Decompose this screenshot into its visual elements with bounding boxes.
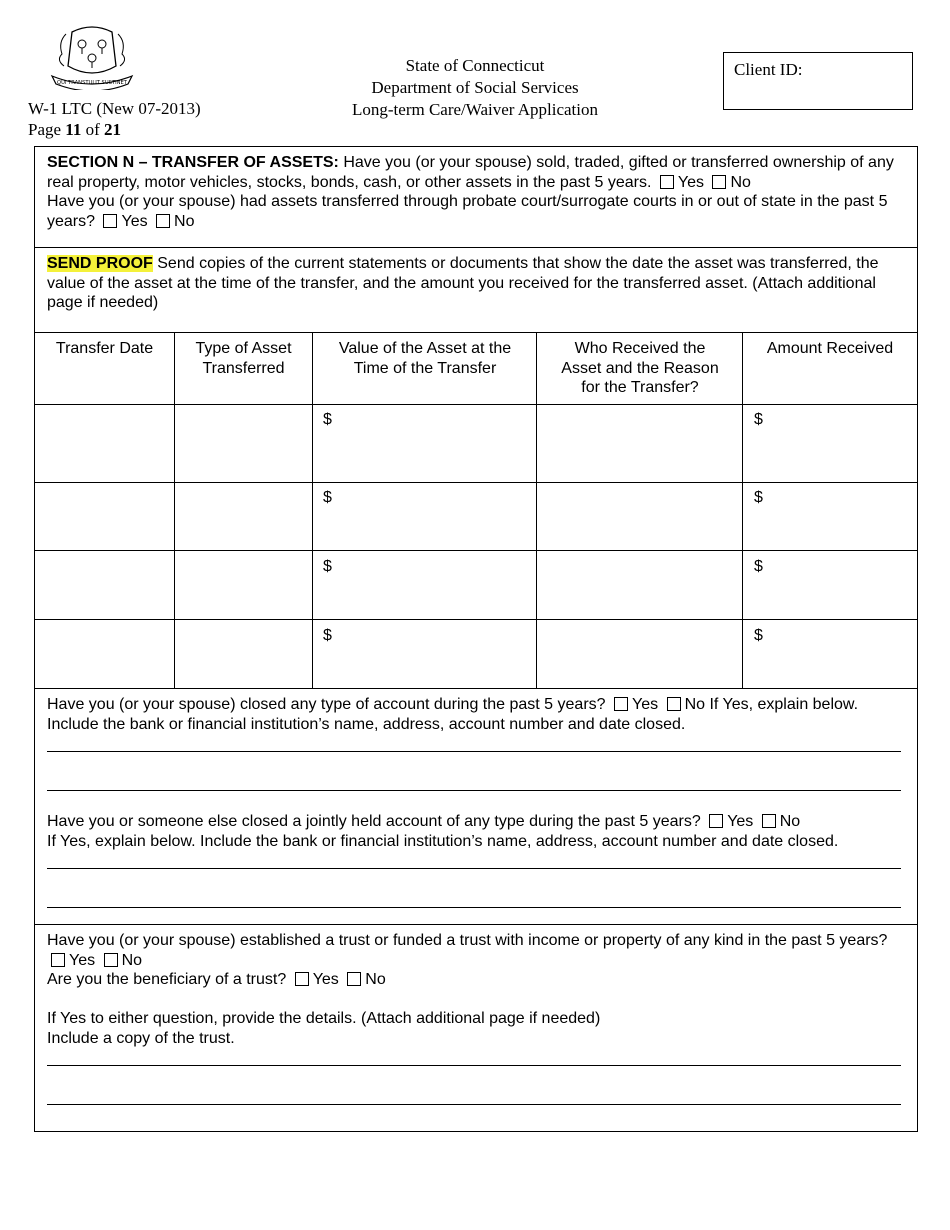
trust-established-text: Have you (or your spouse) established a trust or funded a trust with income or property of any kind in the past 5 years? bbox=[47, 932, 888, 949]
application-title: Long-term Care/Waiver Application bbox=[352, 100, 598, 119]
trust-beneficiary-yes-checkbox[interactable] bbox=[295, 972, 309, 986]
page-label: Page bbox=[28, 120, 62, 139]
client-id-label: Client ID: bbox=[734, 60, 803, 79]
page-total: 21 bbox=[104, 120, 122, 139]
probate-no-checkbox[interactable] bbox=[156, 214, 170, 228]
amount-received-cell[interactable]: $ bbox=[754, 489, 763, 506]
probate-no-label: No bbox=[174, 212, 195, 230]
asset-value-cell[interactable]: $ bbox=[323, 489, 332, 506]
send-proof-label: SEND PROOF bbox=[47, 255, 153, 272]
transfer-no-label: No bbox=[730, 173, 751, 191]
table-column-divider bbox=[174, 332, 175, 688]
trust-write-line[interactable] bbox=[47, 1104, 901, 1105]
probate-question: Have you (or your spouse) had assets transferred through probate court/surrogate courts in or out of state in the past 5 years? bbox=[47, 193, 888, 230]
closed-account-write-line[interactable] bbox=[47, 790, 901, 791]
trust-beneficiary-no-checkbox[interactable] bbox=[347, 972, 361, 986]
trust-copy-line: Include a copy of the trust. bbox=[47, 1029, 235, 1047]
joint-account-no-checkbox[interactable] bbox=[762, 814, 776, 828]
trust-established-yes-checkbox[interactable] bbox=[51, 953, 65, 967]
trust-beneficiary-yes-label: Yes bbox=[312, 971, 339, 988]
department-name: Department of Social Services bbox=[371, 78, 579, 97]
section-n-header bbox=[35, 147, 917, 247]
send-proof-section bbox=[35, 248, 917, 332]
client-id-field[interactable] bbox=[723, 52, 913, 110]
trust-established-no-label: No bbox=[121, 951, 143, 969]
joint-account-text: Have you or someone else closed a jointly held account of any type during the past 5 years? bbox=[47, 813, 701, 830]
joint-account-yes-label: Yes bbox=[727, 813, 754, 830]
table-bottom-divider bbox=[35, 688, 917, 689]
seal-motto: QUI TRANSTULIT SUSTINET bbox=[57, 80, 127, 86]
col-header-asset-type: Type of Asset Transferred bbox=[195, 340, 292, 377]
joint-account-write-line[interactable] bbox=[47, 907, 901, 908]
probate-yes-checkbox[interactable] bbox=[103, 214, 117, 228]
send-proof-text: Send copies of the current statements or documents that show the date the asset was transferred, the value of the asset at the time of the transfer, and the amount you received for the transferred asset. (Attach additional page if needed) bbox=[47, 255, 879, 311]
page-indicator bbox=[28, 119, 201, 140]
amount-received-cell[interactable]: $ bbox=[754, 627, 763, 644]
form-number: W-1 LTC (New 07-2013) bbox=[28, 99, 201, 118]
amount-received-cell[interactable]: $ bbox=[754, 558, 763, 575]
trust-beneficiary-no-label: No bbox=[365, 971, 386, 988]
joint-account-instructions: If Yes, explain below. Include the bank or financial institution’s name, address, account number and date closed. bbox=[47, 832, 839, 850]
closed-account-text: Have you (or your spouse) closed any type of account during the past 5 years? bbox=[47, 696, 606, 713]
transfer-yes-checkbox[interactable] bbox=[660, 175, 674, 189]
joint-account-yes-checkbox[interactable] bbox=[709, 814, 723, 828]
section-n-form bbox=[34, 146, 918, 1132]
page-of: of bbox=[85, 120, 100, 139]
col-header-recipient-reason: Who Received the Asset and the Reason for the Transfer? bbox=[561, 340, 719, 396]
trust-beneficiary-text: Are you the beneficiary of a trust? bbox=[47, 971, 287, 988]
table-row-divider bbox=[35, 619, 917, 620]
form-identifier bbox=[28, 98, 201, 140]
trust-established-no-checkbox[interactable] bbox=[104, 953, 118, 967]
transfer-question: Have you (or your spouse) sold, traded, gifted or transferred ownership of any real property, motor vehicles, stocks, bonds, cash, or other assets in the past 5 years. bbox=[47, 154, 894, 191]
divider bbox=[35, 924, 917, 925]
divider bbox=[35, 332, 917, 333]
asset-value-cell[interactable]: $ bbox=[323, 558, 332, 575]
table-column-divider bbox=[312, 332, 313, 688]
amount-received-cell[interactable]: $ bbox=[754, 411, 763, 428]
state-name: State of Connecticut bbox=[405, 56, 545, 75]
col-header-amount-received: Amount Received bbox=[766, 340, 894, 357]
closed-account-no-label: No bbox=[684, 696, 706, 713]
trust-write-line[interactable] bbox=[47, 1065, 901, 1066]
closed-account-question bbox=[47, 695, 905, 734]
table-row-divider bbox=[35, 404, 917, 405]
closed-account-write-line[interactable] bbox=[47, 751, 901, 752]
closed-account-yes-label: Yes bbox=[632, 696, 659, 713]
trust-questions bbox=[47, 931, 905, 990]
trust-established-yes-label: Yes bbox=[69, 951, 96, 969]
probate-yes-label: Yes bbox=[121, 212, 148, 230]
table-column-divider bbox=[742, 332, 743, 688]
connecticut-seal-logo bbox=[44, 22, 140, 90]
asset-value-cell[interactable]: $ bbox=[323, 627, 332, 644]
section-title: SECTION N – TRANSFER OF ASSETS: bbox=[47, 154, 339, 171]
table-column-divider bbox=[536, 332, 537, 688]
joint-account-no-label: No bbox=[779, 813, 801, 830]
col-header-asset-value: Value of the Asset at the Time of the Transfer bbox=[338, 340, 512, 377]
asset-value-cell[interactable]: $ bbox=[323, 411, 332, 428]
closed-account-no-checkbox[interactable] bbox=[667, 697, 681, 711]
table-row-divider bbox=[35, 482, 917, 483]
transfer-no-checkbox[interactable] bbox=[712, 175, 726, 189]
closed-account-instructions: If Yes, explain below. Include the bank or financial institution’s name, address, account number and date closed. bbox=[47, 696, 859, 733]
joint-account-write-line[interactable] bbox=[47, 868, 901, 869]
col-header-transfer-date: Transfer Date bbox=[55, 340, 154, 357]
page-current: 11 bbox=[65, 120, 82, 139]
joint-account-question bbox=[47, 812, 905, 851]
trust-details-line: If Yes to either question, provide the details. (Attach additional page if needed) bbox=[47, 1010, 601, 1027]
table-row-divider bbox=[35, 550, 917, 551]
agency-header bbox=[310, 55, 640, 121]
transfer-yes-label: Yes bbox=[677, 173, 704, 191]
closed-account-yes-checkbox[interactable] bbox=[614, 697, 628, 711]
trust-details-instructions bbox=[47, 1009, 905, 1048]
